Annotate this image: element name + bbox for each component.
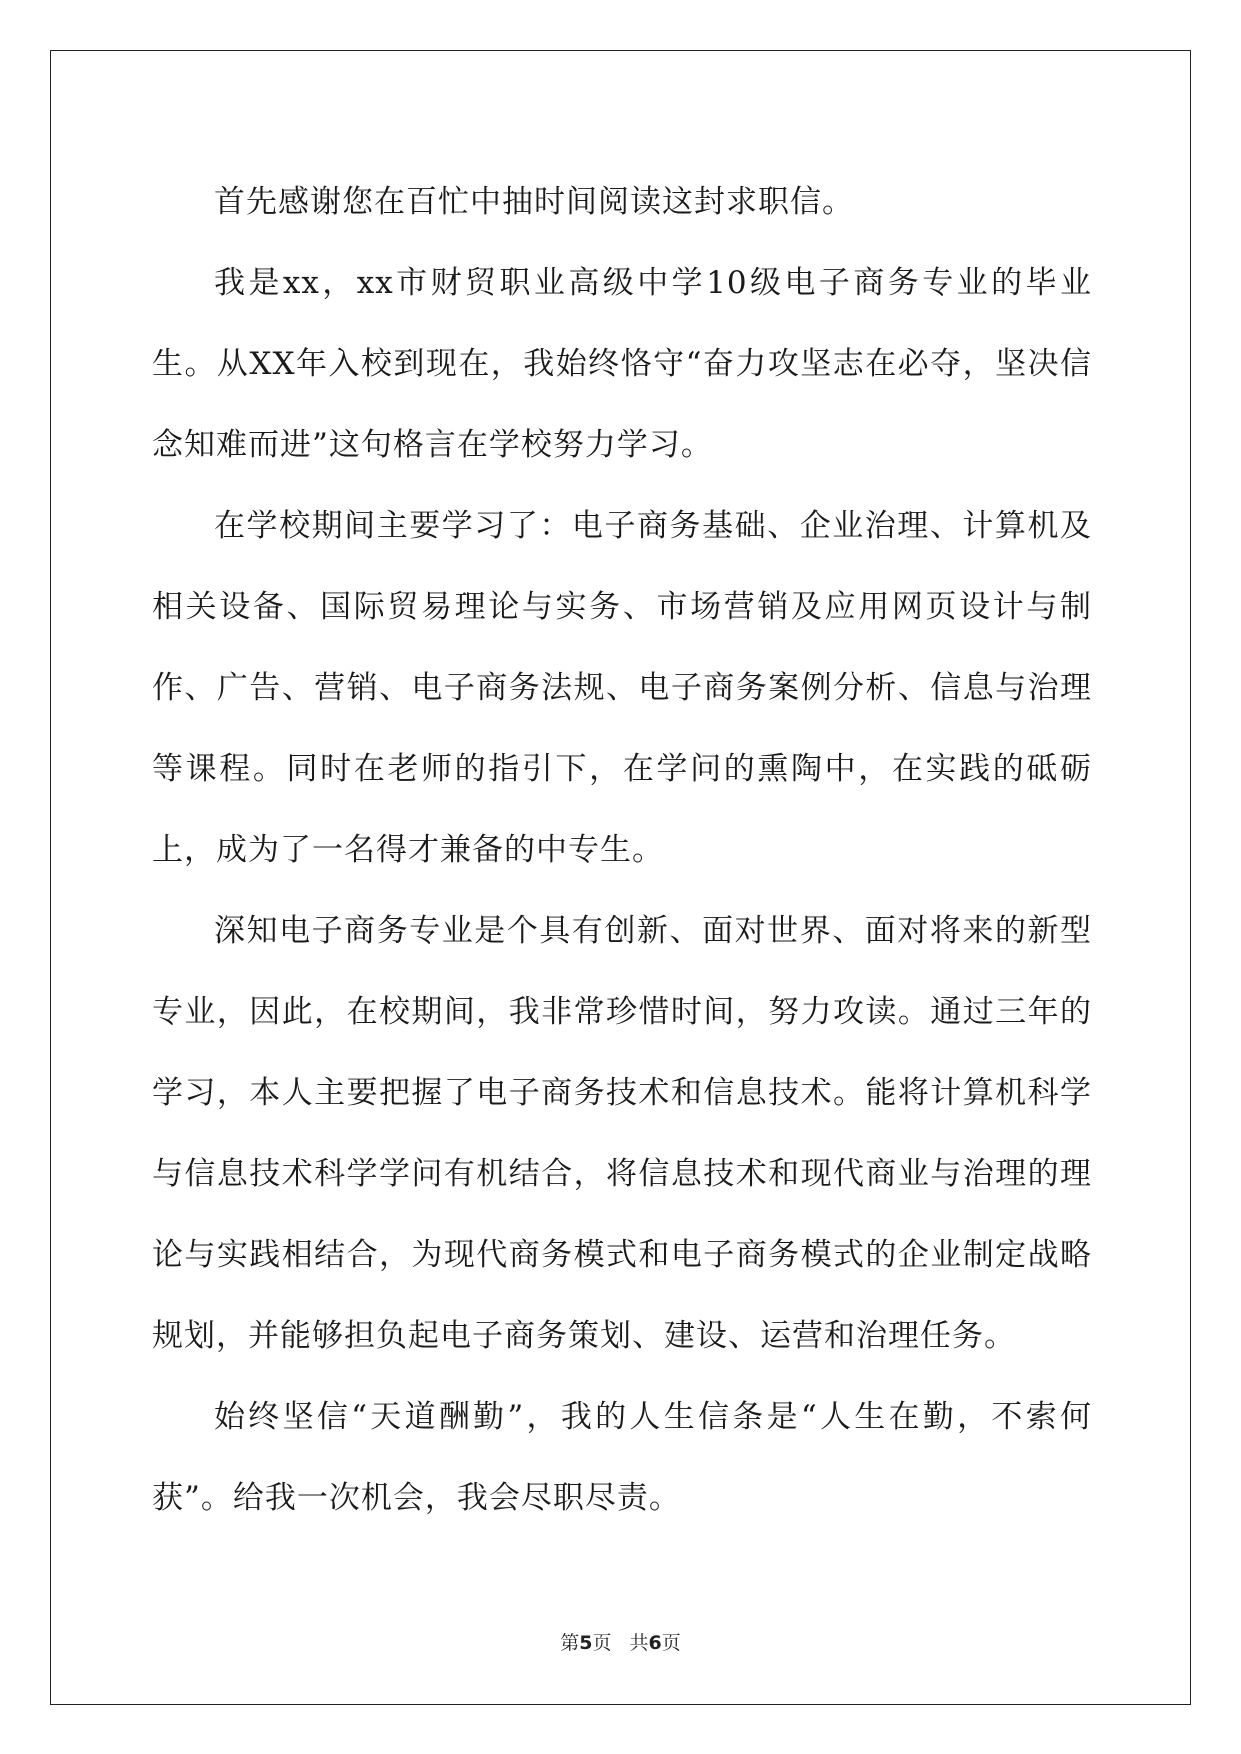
paragraph-courses: 在学校期间主要学习了：电子商务基础、企业治理、计算机及相关设备、国际贸易理论与实务、市场营销及应用网页设计与制作、广告、营销、电子商务法规、电子商务案例分析、信息与治理等课程。同时在老师的指引下，在学问的熏陶中，在实践的砥砺上，成为了一名得才兼备的中专生。 [152,508,1092,868]
footer-prefix: 第 [560,1632,580,1654]
paragraph-thanks: 首先感谢您在百忙中抽时间阅读这封求职信。 [214,184,854,220]
paragraph-introduction: 我是xx，xx市财贸职业高级中学10级电子商务专业的毕业生。从XX年入校到现在，我始终恪守“奋力攻坚志在必夺，坚决信念知难而进”这句格言在学校努力学习。 [152,265,1092,463]
page-number-footer [0,1628,1241,1655]
footer-total-word: 页 [661,1632,681,1654]
current-page-number: 5 [579,1632,593,1654]
paragraph-skills: 深知电子商务专业是个具有创新、面对世界、面对将来的新型专业，因此，在校期间，我非常珍惜时间，努力攻读。通过三年的学习，本人主要把握了电子商务技术和信息技术。能将计算机科学与信息技术科学学问有机结合，将信息技术和现代商业与治理的理论与实践相结合，为现代商务模式和电子商务模式的企业制定战略规划，并能够担负起电子商务策划、建设、运营和治理任务。 [152,913,1092,1354]
letter-body [152,162,1092,1539]
total-page-number: 6 [648,1632,662,1654]
footer-total-prefix: 共 [629,1632,649,1654]
paragraph-closing: 始终坚信“天道酬勤”，我的人生信条是“人生在勤，不索何获”。给我一次机会，我会尽职尽责。 [152,1399,1092,1516]
footer-page-word: 页 [592,1632,612,1654]
